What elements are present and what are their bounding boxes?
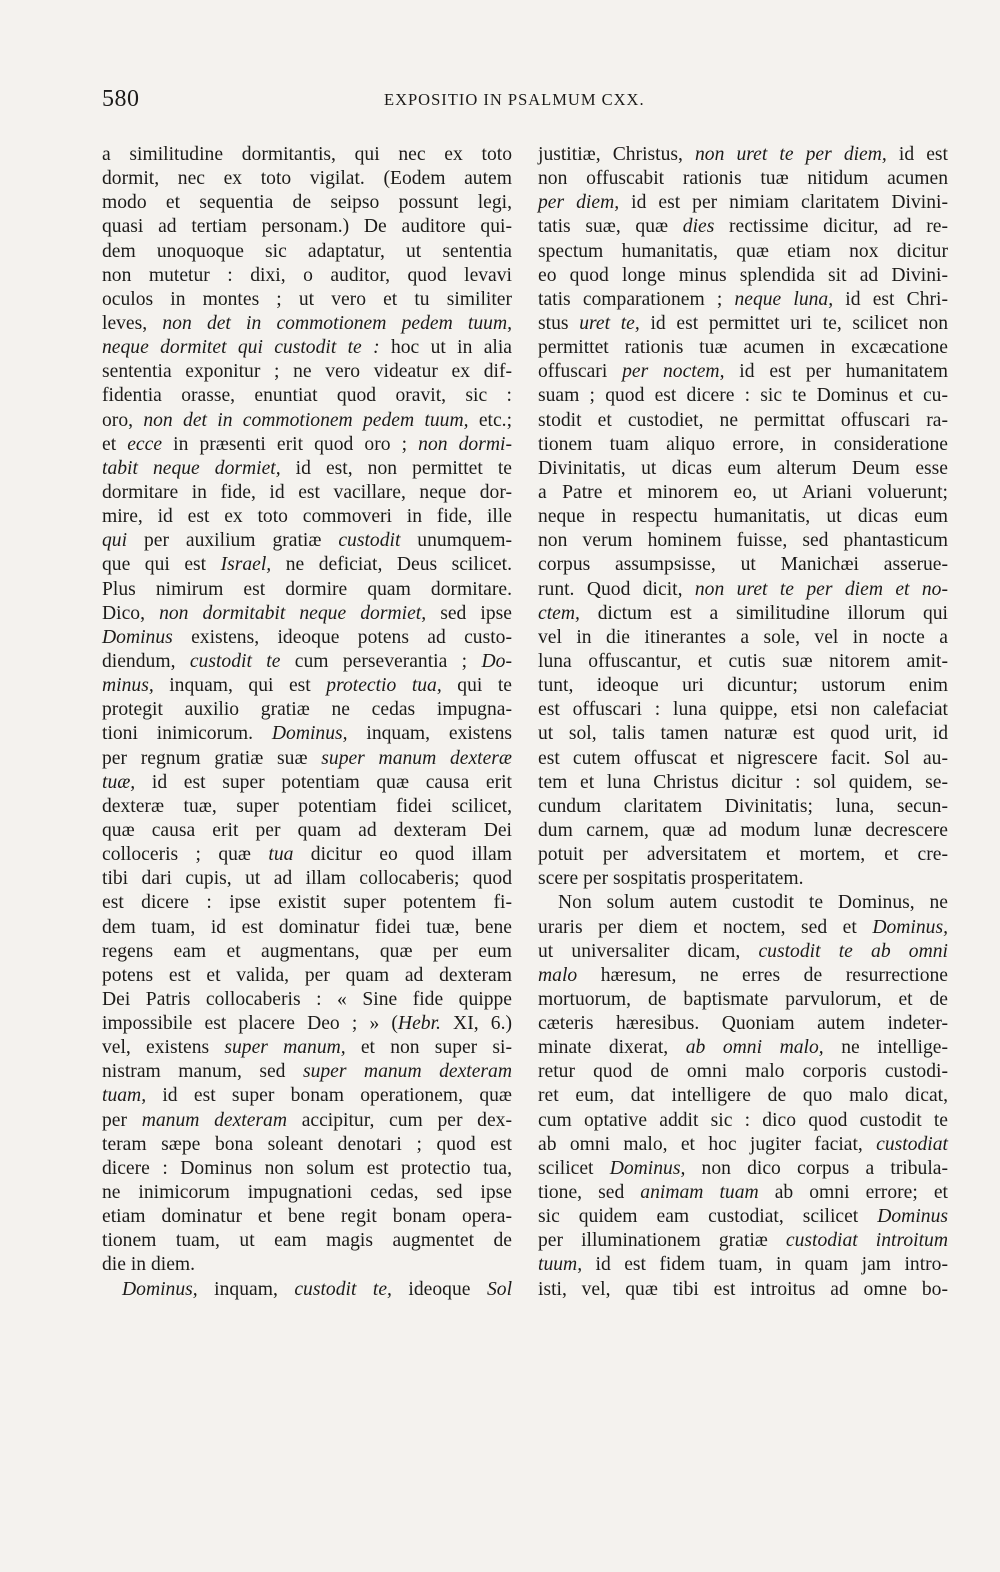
text-line: justitiæ, Christus, non uret te per diem, id est <box>538 144 948 165</box>
text-line: tuæ, id est super potentiam quæ causa erit <box>102 771 512 793</box>
text-line: dem tuam, id est dominatur fidei tuæ, bene <box>102 916 512 938</box>
text-line: scere per sospitatis prosperitatem. <box>538 868 804 890</box>
text-line: per regnum gratiæ suæ super manum dexteræ <box>102 747 512 769</box>
page-number: 580 <box>102 86 140 112</box>
text-line: minate dixerat, ab omni malo, ne intellige- <box>538 1037 949 1059</box>
text-line: non mutetur : dixi, o auditor, quod levavi <box>102 264 512 286</box>
text-line: tunt, ideoque uri dicuntur; ustorum enim <box>538 675 948 697</box>
text-line: tuam, id est super bonam operationem, quæ <box>102 1085 512 1107</box>
text-line: per illuminationem gratiæ custodiat introitum <box>538 1230 948 1252</box>
text-line: qui per auxilium gratiæ custodit unumquem- <box>102 530 512 552</box>
text-line: etiam dominatur et bene regit bonam opera- <box>102 1206 512 1228</box>
right-text-column <box>538 143 948 1302</box>
text-line: et ecce in præsenti erit quod oro ; non dormi- <box>102 433 512 455</box>
text-line: neque dormitet qui custodit te : hoc ut in alia <box>102 337 512 359</box>
text-line: Non solum autem custodit te Dominus, ne <box>558 892 948 914</box>
text-line: neque in respectu humanitatis, ut dicas eum <box>538 506 948 528</box>
text-line: per manum dexteram accipitur, cum per dex- <box>102 1109 512 1131</box>
text-line: colloceris ; quæ tua dicitur eo quod illam <box>102 844 512 866</box>
text-line: ne inimicorum impugnationi cedas, sed ipse <box>102 1182 512 1204</box>
text-line: runt. Quod dicit, non uret te per diem et no- <box>538 578 948 600</box>
text-line: non offuscabit rationis tuæ nitidum acumen <box>538 168 948 190</box>
text-line: stus uret te, id est permittet uri te, scilicet non <box>538 312 948 334</box>
text-line: tionem tuam aliquo errore, in consideratione <box>538 433 948 455</box>
text-line: diendum, custodit te cum perseverantia ; Do- <box>102 650 512 672</box>
text-line: sententia exponitur ; ne vero videatur ex dif- <box>102 361 512 383</box>
text-line: eo quod longe minus splendida sit ad Divini- <box>538 264 948 286</box>
text-line: leves, non det in commotionem pedem tuum, <box>102 312 513 334</box>
text-line: spectum humanitatis, quæ etiam nox dicitur <box>538 240 948 262</box>
text-line: a similitudine dormitantis, qui nec ex toto <box>102 144 512 165</box>
text-line: dormitare in fide, id est vacillare, neque dor- <box>102 481 512 503</box>
text-line: oculos in montes ; ut vero et tu similiter <box>102 288 512 310</box>
text-line: permittet rationis tuæ acumen in excæcatione <box>538 337 948 359</box>
text-line: Divinitatis, ut dicas eum alterum Deum esse <box>538 457 948 479</box>
text-line: per diem, id est per nimiam claritatem Divini- <box>538 192 948 214</box>
text-line: dum carnem, quæ ad modum lunæ decrescere <box>538 819 948 841</box>
text-line: tioni inimicorum. Dominus, inquam, existens <box>102 723 512 745</box>
text-line: isti, vel, quæ tibi est introitus ad omne bo- <box>538 1278 948 1300</box>
text-line: est cutem offuscat et nigrescere facit. Sol au- <box>538 747 948 769</box>
text-line: Dico, non dormitabit neque dormiet, sed ipse <box>102 602 512 624</box>
text-line: cum optative addit sic : dico quod custodit te <box>538 1109 948 1131</box>
text-line: dexteræ tuæ, super potentiam fidei scilicet, <box>102 795 512 817</box>
text-line: offuscari per noctem, id est per humanitatem <box>538 361 948 383</box>
text-line: vel, existens super manum, et non super si- <box>102 1037 512 1059</box>
running-title: EXPOSITIO IN PSALMUM CXX. <box>384 90 645 109</box>
text-line: tionem tuam, ut eam magis augmentet de <box>102 1230 512 1252</box>
text-line: vel in die itinerantes a sole, vel in nocte a <box>538 626 948 648</box>
text-line: tem et luna Christus dicitur : sol quidem, se- <box>538 771 948 793</box>
text-line: modo et sequentia de seipso possunt legi, <box>102 192 512 214</box>
text-line: Dei Patris collocaberis : « Sine fide quippe <box>102 988 512 1010</box>
text-line: oro, non det in commotionem pedem tuum, etc.; <box>102 409 513 431</box>
text-line: teram sæpe bona soleant denotari ; quod est <box>102 1133 512 1155</box>
text-line: que qui est Israel, ne deficiat, Deus scilicet. <box>102 554 512 576</box>
text-line: tabit neque dormiet, id est, non permittet te <box>102 457 512 479</box>
text-line: malo hæresum, ne erres de resurrectione <box>538 964 948 986</box>
text-line: potuit per adversitatem et mortem, et cre- <box>538 844 948 866</box>
text-line: ut sol, talis tamen naturæ est quod urit, id <box>538 723 948 745</box>
text-line: a Patre et minorem eo, ut Ariani voluerunt; <box>538 481 948 503</box>
text-line: mortuorum, de baptismate parvulorum, et de <box>538 988 948 1010</box>
text-line: Dominus, inquam, custodit te, ideoque Sol <box>122 1278 513 1300</box>
page-header <box>102 86 670 114</box>
text-line: uraris per diem et noctem, sed et Dominus, <box>538 916 948 938</box>
left-text-column <box>102 143 512 1302</box>
text-line: luna offuscantur, et cutis suæ nitorem amit- <box>538 650 948 672</box>
text-line: protegit auxilio gratiæ ne cedas impugna- <box>102 699 512 721</box>
text-line: dicere : Dominus non solum est protectio tua, <box>102 1157 512 1179</box>
text-line: cæteris hæresibus. Quoniam autem indeter- <box>538 1013 948 1035</box>
text-line: tione, sed animam tuam ab omni errore; et <box>538 1182 948 1204</box>
text-line: cundum claritatem Divinitatis; luna, secun- <box>538 795 948 817</box>
text-line: minus, inquam, qui est protectio tua, qui te <box>102 675 512 697</box>
text-line: potens est et valida, per quam ad dexteram <box>102 964 512 986</box>
text-line: quæ causa erit per quam ad dexteram Dei <box>102 819 512 841</box>
text-line: ut universaliter dicam, custodit te ab omni <box>538 940 948 962</box>
text-line: sic quidem eam custodiat, scilicet Dominus <box>538 1206 948 1228</box>
text-line: impossibile est placere Deo ; » (Hebr. XI, 6.) <box>102 1013 512 1035</box>
text-line: dem unoquoque sic adaptatur, ut sententia <box>102 240 512 262</box>
text-line: Plus nimirum est dormire quam dormitare. <box>102 578 512 600</box>
text-line: suam ; quod est dicere : sic te Dominus et cu- <box>538 385 948 407</box>
text-line: est dicere : ipse existit super potentem fi- <box>102 892 512 914</box>
text-line: corpus assumpsisse, ut Manichæi asserue- <box>538 554 948 576</box>
text-line: Dominus existens, ideoque potens ad custo- <box>102 626 512 648</box>
text-line: scilicet Dominus, non dico corpus a tribula- <box>538 1157 949 1179</box>
text-line: tatis suæ, quæ dies rectissime dicitur, ad re- <box>538 216 949 238</box>
text-line: tatis comparationem ; neque luna, id est Chri- <box>538 288 948 310</box>
text-line: retur quod de omni malo corporis custodi- <box>538 1061 948 1083</box>
text-line: fidentia orasse, enuntiat quod oravit, sic : <box>102 385 512 407</box>
text-line: est offuscari : luna quippe, etsi non calefaciat <box>538 699 948 721</box>
text-line: tuum, id est fidem tuam, in quam jam intro- <box>538 1254 948 1276</box>
text-line: tibi dari cupis, ut ad illam collocaberis; quod <box>102 868 512 890</box>
text-line: regens eam et augmentans, quæ per eum <box>102 940 512 962</box>
text-line: nistram manum, sed super manum dexteram <box>102 1061 512 1083</box>
text-line: stodit et custodiet, ne permittat offuscari ra- <box>538 409 948 431</box>
text-line: die in diem. <box>102 1254 196 1276</box>
text-line: mire, id est ex toto commoveri in fide, ille <box>102 506 512 528</box>
text-line: ctem, dictum est a similitudine illorum qui <box>538 602 948 624</box>
text-line: ab omni malo, et hoc jugiter faciat, custodiat <box>538 1133 948 1155</box>
text-line: quasi ad tertiam personam.) De auditore qui- <box>102 216 512 238</box>
text-line: dormit, nec ex toto vigilat. (Eodem autem <box>102 168 512 190</box>
text-line: non verum hominem fuisse, sed phantasticum <box>538 530 948 552</box>
text-line: ret eum, dat intelligere de quo malo dicat, <box>538 1085 948 1107</box>
